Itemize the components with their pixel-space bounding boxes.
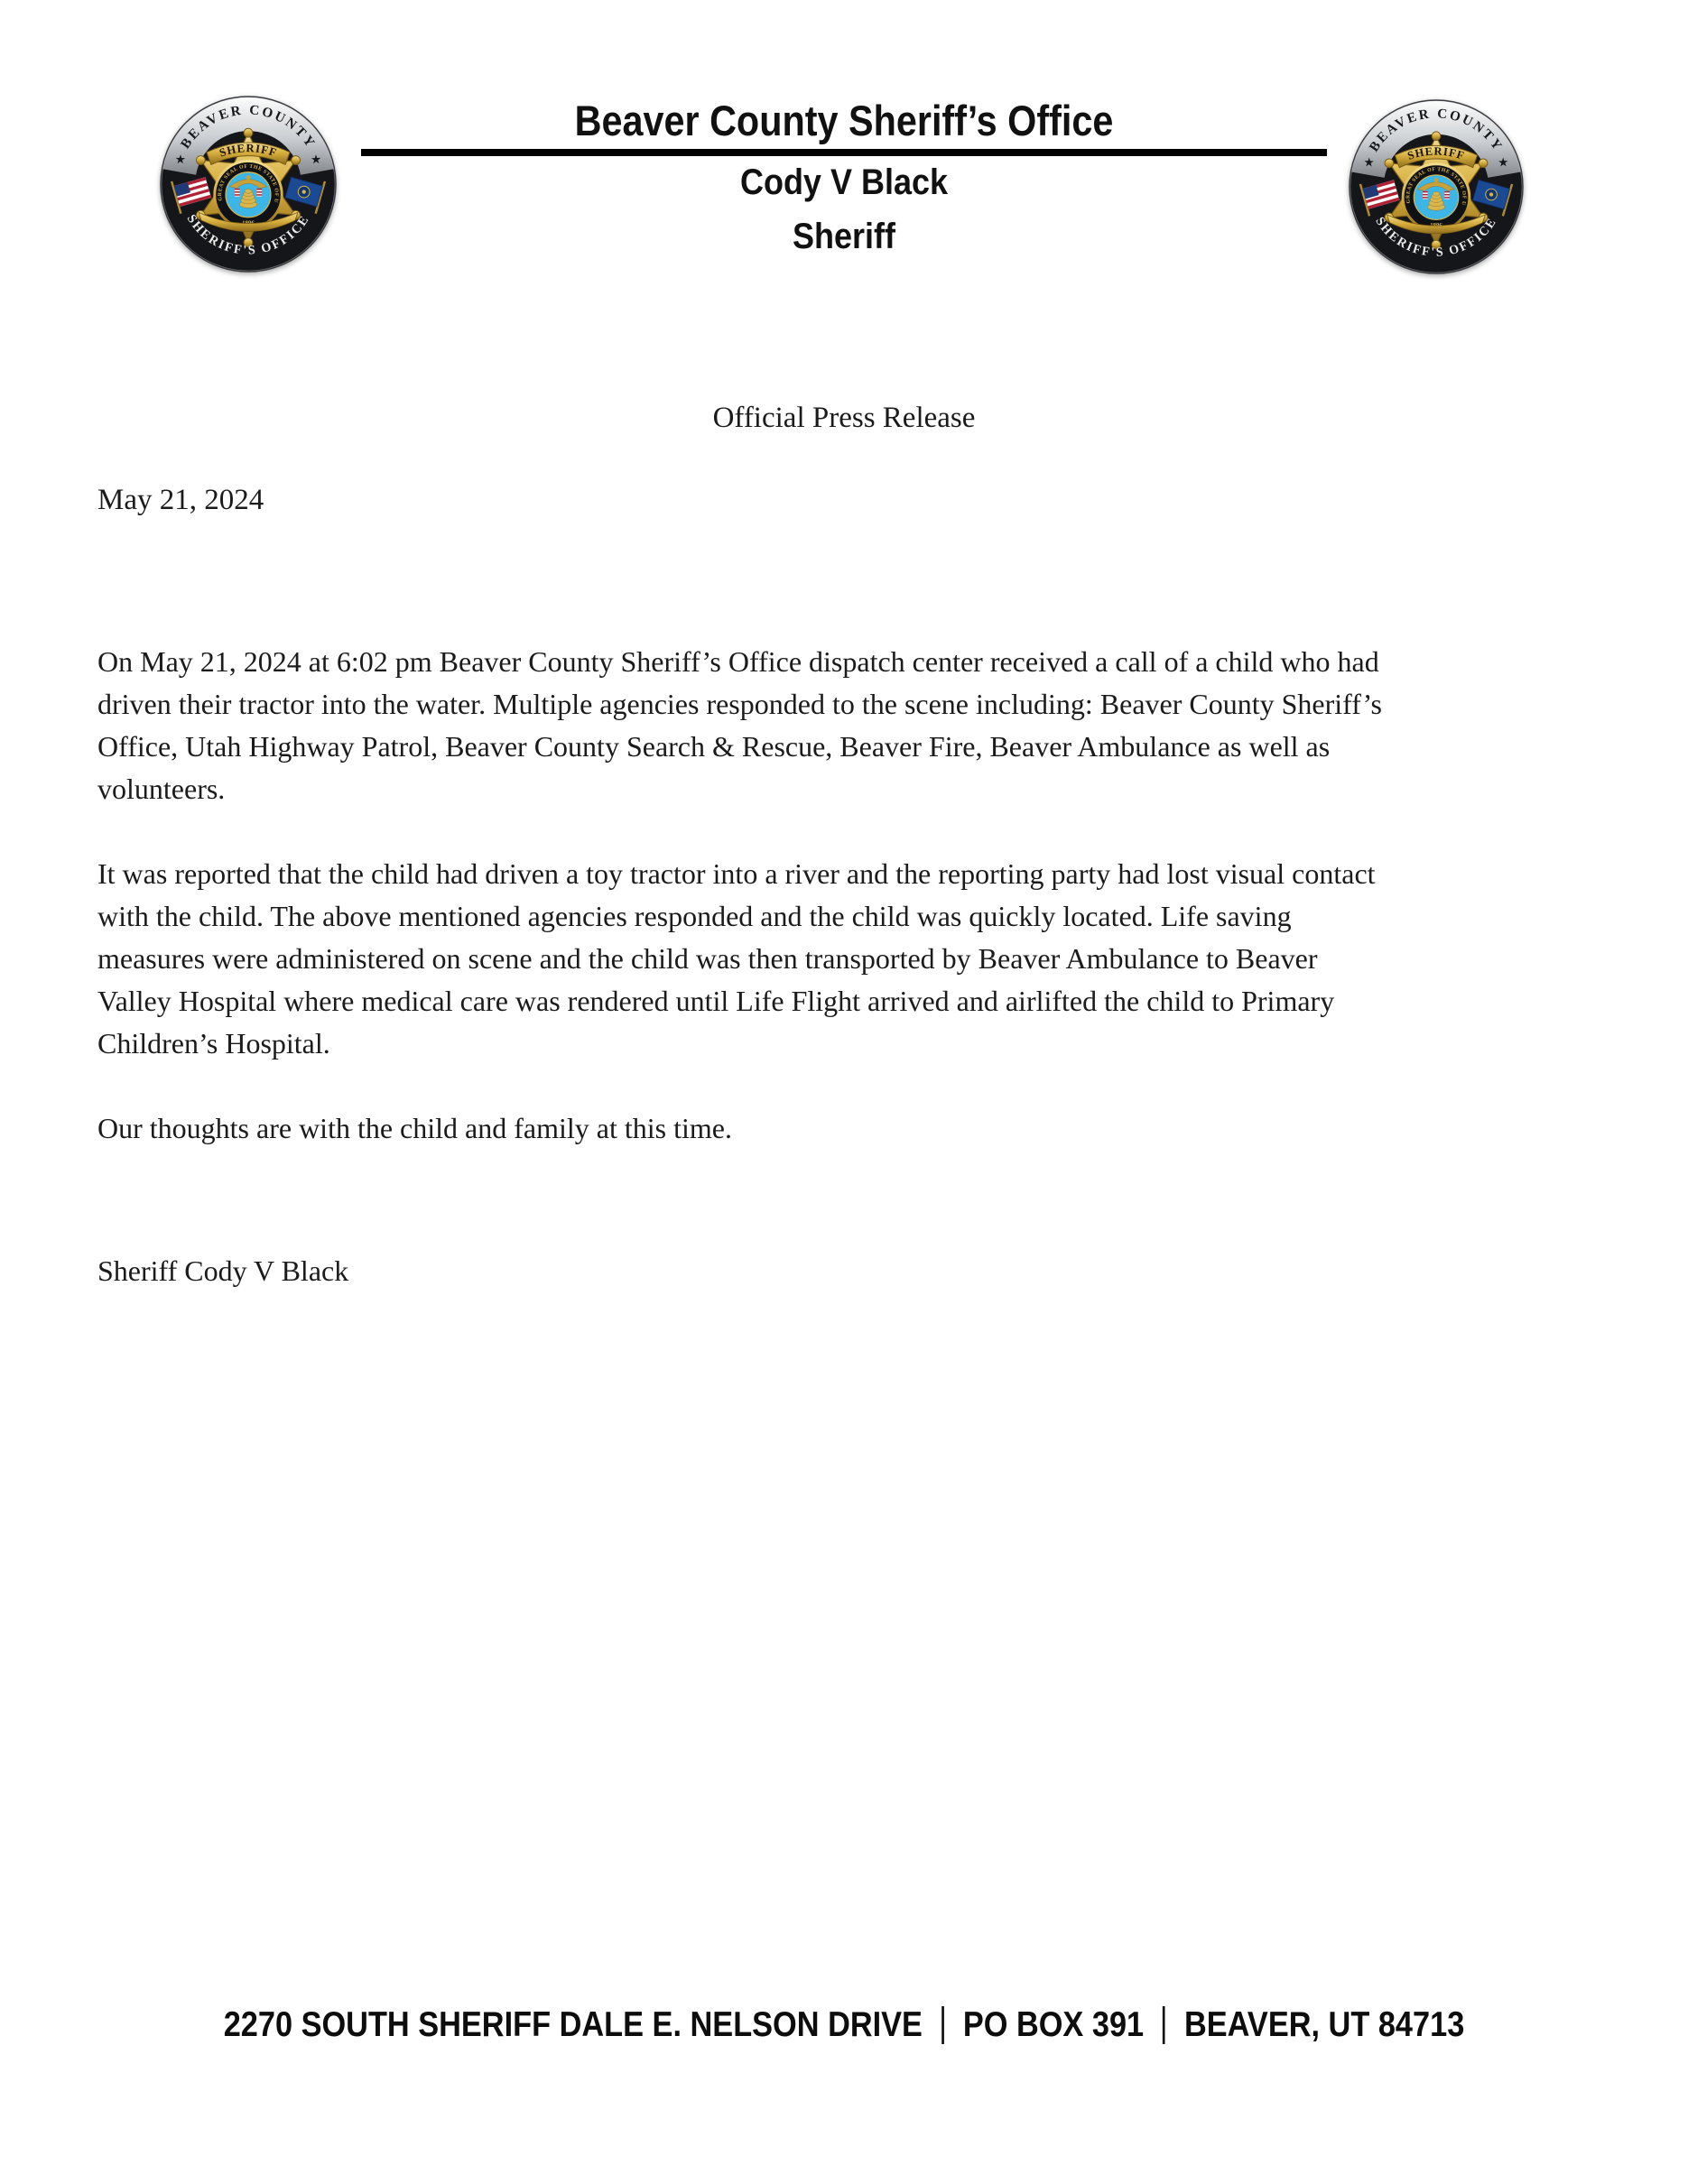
footer-separator bbox=[941, 2006, 944, 2044]
text-line: volunteers. bbox=[97, 773, 226, 805]
sheriff-name: Cody V Black bbox=[739, 162, 949, 202]
footer-po-box: PO BOX 391 bbox=[962, 2005, 1145, 2044]
text-line: Valley Hospital where medical care was rendered until Life Flight arrived and airlifted the child to Primary bbox=[97, 985, 1335, 1017]
footer-separator bbox=[1163, 2006, 1165, 2044]
footer-street-address: 2270 SOUTH SHERIFF DALE E. NELSON DRIVE bbox=[223, 2005, 923, 2044]
text-line: driven their tractor into the water. Multiple agencies responded to the scene including: Beaver County Sheriff’s bbox=[97, 688, 1382, 720]
paragraph-2 bbox=[97, 853, 1614, 1065]
footer-city-state-zip: BEAVER, UT 84713 bbox=[1184, 2005, 1465, 2044]
letterhead bbox=[361, 97, 1327, 258]
sheriff-badge-icon bbox=[160, 96, 337, 273]
header-rule bbox=[361, 149, 1327, 156]
text-line: Office, Utah Highway Patrol, Beaver County Search & Rescue, Beaver Fire, Beaver Ambulance as well as bbox=[97, 730, 1331, 763]
text-line: Our thoughts are with the child and family at this time. bbox=[97, 1112, 732, 1144]
sheriff-badge-icon bbox=[1349, 99, 1524, 274]
text-line: with the child. The above mentioned agencies responded and the child was quickly located. Life saving bbox=[97, 900, 1292, 932]
press-release-body bbox=[97, 641, 1614, 1292]
org-name: Beaver County Sheriff’s Office bbox=[574, 97, 1114, 144]
sheriff-badge-right bbox=[1349, 99, 1524, 274]
text-line: Children’s Hospital. bbox=[97, 1027, 330, 1060]
footer-address-bar bbox=[101, 2005, 1587, 2045]
paragraph-3 bbox=[97, 1107, 1614, 1150]
document-type-title: Official Press Release bbox=[712, 402, 976, 434]
sheriff-title: Sheriff bbox=[792, 217, 896, 256]
text-line: measures were administered on scene and the child was then transported by Beaver Ambulance to Beaver bbox=[97, 942, 1318, 975]
signature-line: Sheriff Cody V Black bbox=[97, 1254, 349, 1287]
sheriff-badge-left bbox=[160, 96, 337, 273]
document-date: May 21, 2024 bbox=[97, 484, 264, 516]
paragraph-1 bbox=[97, 641, 1614, 810]
text-line: On May 21, 2024 at 6:02 pm Beaver County Sheriff’s Office dispatch center received a call of a child who had bbox=[97, 645, 1379, 678]
text-line: It was reported that the child had driven a toy tractor into a river and the reporting party had lost visual contact bbox=[97, 857, 1376, 890]
